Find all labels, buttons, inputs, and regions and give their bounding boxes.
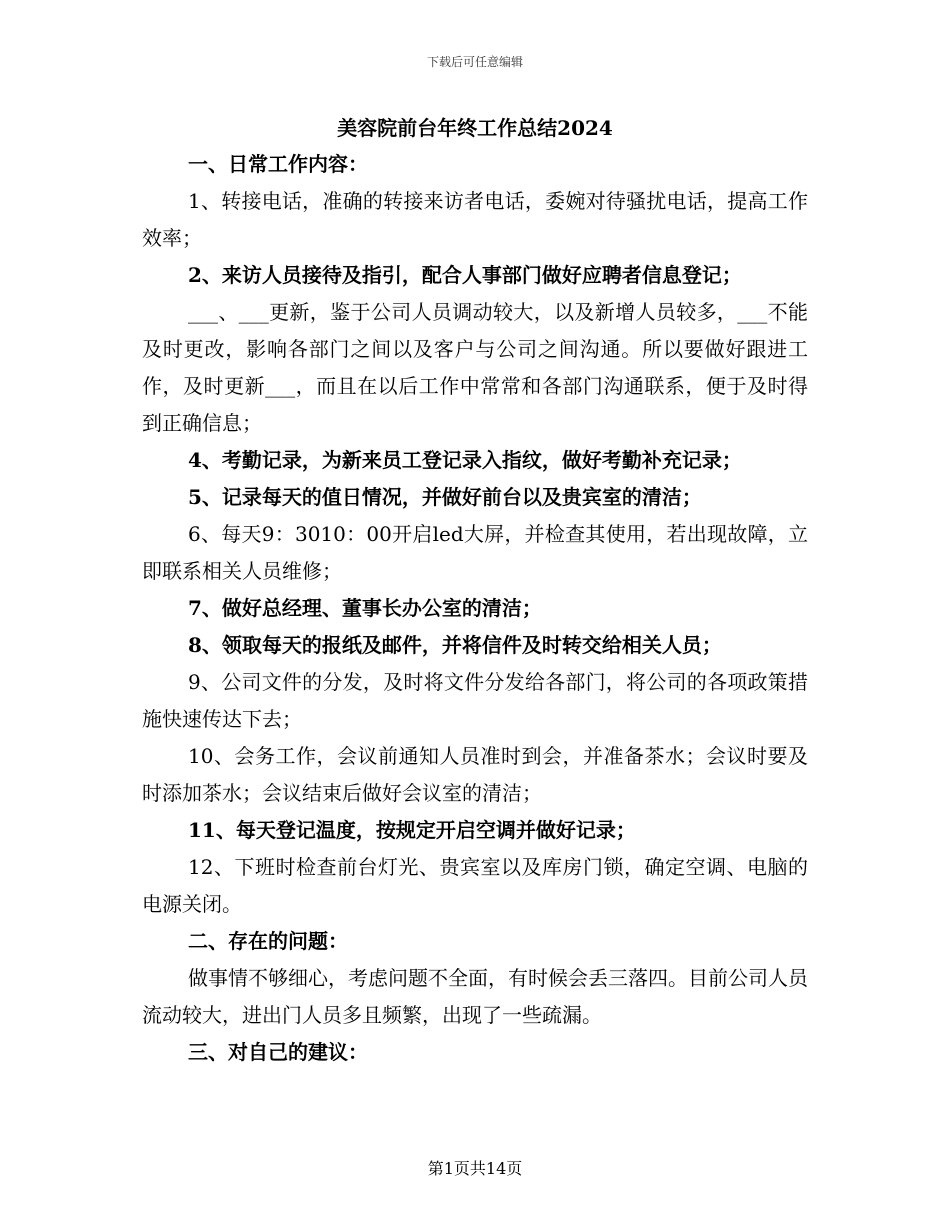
item-2-visitor-reception: 2、来访人员接待及指引，配合人事部门做好应聘者信息登记； <box>188 263 742 287</box>
item-9-document-distribution: 9、公司文件的分发，及时将文件分发给各部门，将公司的各项政策措施快速传达下去； <box>142 670 808 731</box>
item-10-meeting-service: 10、会务工作，会议前通知人员准时到会，并准备茶水；会议时要及时添加茶水；会议结束后做好会议室的清洁； <box>142 744 808 805</box>
section-heading-problems: 二、存在的问题： <box>188 929 348 953</box>
page-footer: 第1页共14页 <box>427 1159 523 1178</box>
item-4-attendance: 4、考勤记录，为新来员工登记录入指纹，做好考勤补充记录； <box>188 448 742 472</box>
item-1-phone-transfer: 1、转接电话，准确的转接来访者电话，委婉对待骚扰电话，提高工作效率； <box>142 189 808 250</box>
section-heading-daily-work: 一、日常工作内容： <box>188 152 368 176</box>
document-title: 美容院前台年终工作总结2024 <box>337 116 613 140</box>
item-8-mail: 8、领取每天的报纸及邮件，并将信件及时转交给相关人员； <box>188 633 722 657</box>
item-12-closing-check: 12、下班时检查前台灯光、贵宾室以及库房门锁，确定空调、电脑的电源关闭。 <box>142 855 808 916</box>
document-body <box>142 146 808 1071</box>
item-7-office-cleaning: 7、做好总经理、董事长办公室的清洁； <box>188 596 542 620</box>
item-3-info-update: ___、___更新，鉴于公司人员调动较大，以及新增人员较多，___不能及时更改，影响各部门之间以及客户与公司之间沟通。所以要做好跟进工作，及时更新___，而且在以后工作中常常和各部门沟通联系，便于及时得到正确信息； <box>142 300 808 435</box>
item-11-temperature: 11、每天登记温度，按规定开启空调并做好记录； <box>188 818 636 842</box>
header-note: 下载后可任意编辑 <box>426 55 523 69</box>
item-6-led-screen: 6、每天9：3010：00开启led大屏，并检查其使用，若出现故障，立即联系相关人员维修； <box>142 522 808 583</box>
section-heading-suggestions: 三、对自己的建议： <box>188 1040 368 1064</box>
problems-text: 做事情不够细心，考虑问题不全面，有时候会丢三落四。目前公司人员流动较大，进出门人员多且频繁，出现了一些疏漏。 <box>142 966 808 1027</box>
item-5-duty-record: 5、记录每天的值日情况，并做好前台以及贵宾室的清洁； <box>188 485 702 509</box>
